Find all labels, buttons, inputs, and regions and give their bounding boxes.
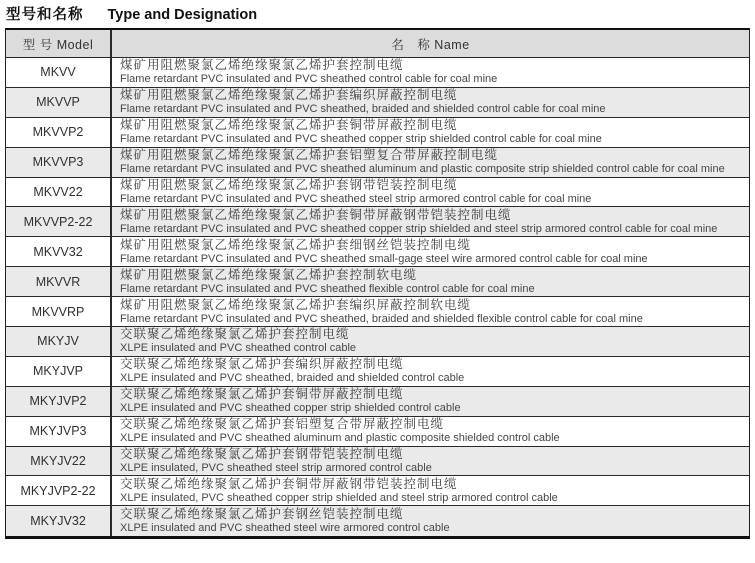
name-cn: 煤矿用阻燃聚氯乙烯绝缘聚氯乙烯护套细钢丝铠装控制电缆	[120, 237, 472, 252]
name-cn: 煤矿用阻燃聚氯乙烯绝缘聚氯乙烯护套编织屏蔽控制电缆	[120, 88, 458, 103]
name-cn: 交联聚乙烯绝缘聚氯乙烯护套铝塑复合带屏蔽控制电缆	[120, 417, 445, 432]
name-cn: 交联聚乙烯绝缘聚氯乙烯护套编织屏蔽控制电缆	[120, 357, 404, 372]
name-en: XLPE insulated, PVC sheathed copper strip shielded and steel strip armored control cable	[120, 491, 558, 504]
name-en: XLPE insulated and PVC sheathed aluminum and plastic composite shielded control cable	[120, 432, 560, 445]
table-row	[6, 178, 749, 208]
name-cell	[112, 58, 749, 87]
name-cn: 煤矿用阻燃聚氯乙烯绝缘聚氯乙烯护套控制软电缆	[120, 267, 418, 282]
table-row	[6, 267, 749, 297]
name-cn: 交联聚乙烯绝缘聚氯乙烯护套铜带屏蔽钢带铠装控制电缆	[120, 476, 458, 491]
name-cn: 煤矿用阻燃聚氯乙烯绝缘聚氯乙烯护套钢带铠装控制电缆	[120, 178, 458, 192]
table-row	[6, 297, 749, 327]
name-cell	[112, 447, 749, 476]
name-cn: 交联聚乙烯绝缘聚氯乙烯护套钢带铠装控制电缆	[120, 447, 404, 462]
name-cell	[112, 118, 749, 147]
type-designation-table	[5, 28, 750, 539]
name-cell	[112, 506, 749, 536]
name-cell	[112, 148, 749, 177]
header-name-cell: 名 称 Name	[391, 37, 470, 52]
model-cell: MKVV32	[6, 237, 112, 266]
table-row	[6, 387, 749, 417]
name-en: Flame retardant PVC insulated and PVC sheathed aluminum and plastic composite strip shielded control cable for coal mine	[120, 163, 725, 176]
page-title-cn: 型号和名称	[6, 7, 84, 23]
table-row	[6, 148, 749, 178]
table-row	[6, 476, 749, 506]
name-cell	[112, 357, 749, 386]
name-en: Flame retardant PVC insulated and PVC sheathed control cable for coal mine	[120, 73, 498, 86]
model-cell: MKVVP2-22	[6, 207, 112, 236]
name-cn: 煤矿用阻燃聚氯乙烯绝缘聚氯乙烯护套铜带屏蔽控制电缆	[120, 118, 458, 133]
table-row	[6, 237, 749, 267]
name-cn: 煤矿用阻燃聚氯乙烯绝缘聚氯乙烯护套控制电缆	[120, 58, 404, 73]
name-en: Flame retardant PVC insulated and PVC sheathed copper strip shielded and steel strip armored control cable for coal mine	[120, 222, 718, 235]
name-en: XLPE insulated and PVC sheathed control cable	[120, 342, 357, 355]
table-row	[6, 506, 749, 536]
name-en: Flame retardant PVC insulated and PVC sheathed small-gage steel wire armored control cable for coal mine	[120, 252, 648, 265]
name-cell	[112, 327, 749, 356]
name-en: Flame retardant PVC insulated and PVC sheathed flexible control cable for coal mine	[120, 282, 535, 295]
model-cell: MKYJVP2	[6, 387, 112, 416]
table-row	[6, 357, 749, 387]
model-cell: MKVVP2	[6, 118, 112, 147]
model-cell: MKYJV32	[6, 506, 112, 536]
model-cell: MKVVR	[6, 267, 112, 296]
name-en: Flame retardant PVC insulated and PVC sheathed copper strip shielded control cable for coal mine	[120, 133, 602, 146]
name-cell	[112, 297, 749, 326]
model-cell: MKYJV	[6, 327, 112, 356]
name-cell	[112, 387, 749, 416]
table-row	[6, 417, 749, 447]
table-row	[6, 327, 749, 357]
model-cell: MKYJV22	[6, 447, 112, 476]
model-cell: MKVVP	[6, 88, 112, 117]
name-en: XLPE insulated and PVC sheathed copper strip shielded control cable	[120, 402, 461, 415]
name-cn: 煤矿用阻燃聚氯乙烯绝缘聚氯乙烯护套铝塑复合带屏蔽控制电缆	[120, 148, 499, 163]
name-cn: 煤矿用阻燃聚氯乙烯绝缘聚氯乙烯护套编织屏蔽控制软电缆	[120, 297, 472, 312]
name-en: Flame retardant PVC insulated and PVC sheathed steel strip armored control cable for coal mine	[120, 193, 592, 205]
name-cn: 煤矿用阻燃聚氯乙烯绝缘聚氯乙烯护套铜带屏蔽钢带铠装控制电缆	[120, 207, 512, 222]
model-cell: MKVVP3	[6, 148, 112, 177]
table-row	[6, 88, 749, 118]
table-row	[6, 207, 749, 237]
table-body	[6, 58, 749, 536]
page-title-en: Type and Designation	[107, 7, 258, 23]
name-cell	[112, 267, 749, 296]
name-en: XLPE insulated and PVC sheathed, braided and shielded control cable	[120, 372, 465, 385]
name-cell	[112, 207, 749, 236]
name-cn: 交联聚乙烯绝缘聚氯乙烯护套钢丝铠装控制电缆	[120, 507, 404, 522]
name-cn: 交联聚乙烯绝缘聚氯乙烯护套控制电缆	[120, 327, 350, 342]
name-en: Flame retardant PVC insulated and PVC sheathed, braided and shielded control cable for coal mine	[120, 103, 606, 116]
page-title	[6, 3, 257, 24]
model-cell: MKYJVP3	[6, 417, 112, 446]
table-row	[6, 118, 749, 148]
name-cn: 交联聚乙烯绝缘聚氯乙烯护套铜带屏蔽控制电缆	[120, 387, 404, 402]
name-cell	[112, 178, 749, 207]
model-cell: MKYJVP	[6, 357, 112, 386]
model-cell: MKVVRP	[6, 297, 112, 326]
name-cell	[112, 237, 749, 266]
name-cell	[112, 417, 749, 446]
name-en: XLPE insulated, PVC sheathed steel strip armored control cable	[120, 462, 432, 475]
name-cell	[112, 88, 749, 117]
name-en: Flame retardant PVC insulated and PVC sheathed, braided and shielded flexible control cable for coal mine	[120, 312, 643, 325]
table-header-row	[6, 30, 749, 58]
table-row	[6, 58, 749, 88]
header-model-cell: 型 号 Model	[6, 30, 112, 57]
name-en: XLPE insulated and PVC sheathed steel wire armored control cable	[120, 522, 450, 535]
model-cell: MKYJVP2-22	[6, 476, 112, 505]
model-cell: MKVV	[6, 58, 112, 87]
name-cell	[112, 476, 749, 505]
table-row	[6, 447, 749, 477]
model-cell: MKVV22	[6, 178, 112, 207]
